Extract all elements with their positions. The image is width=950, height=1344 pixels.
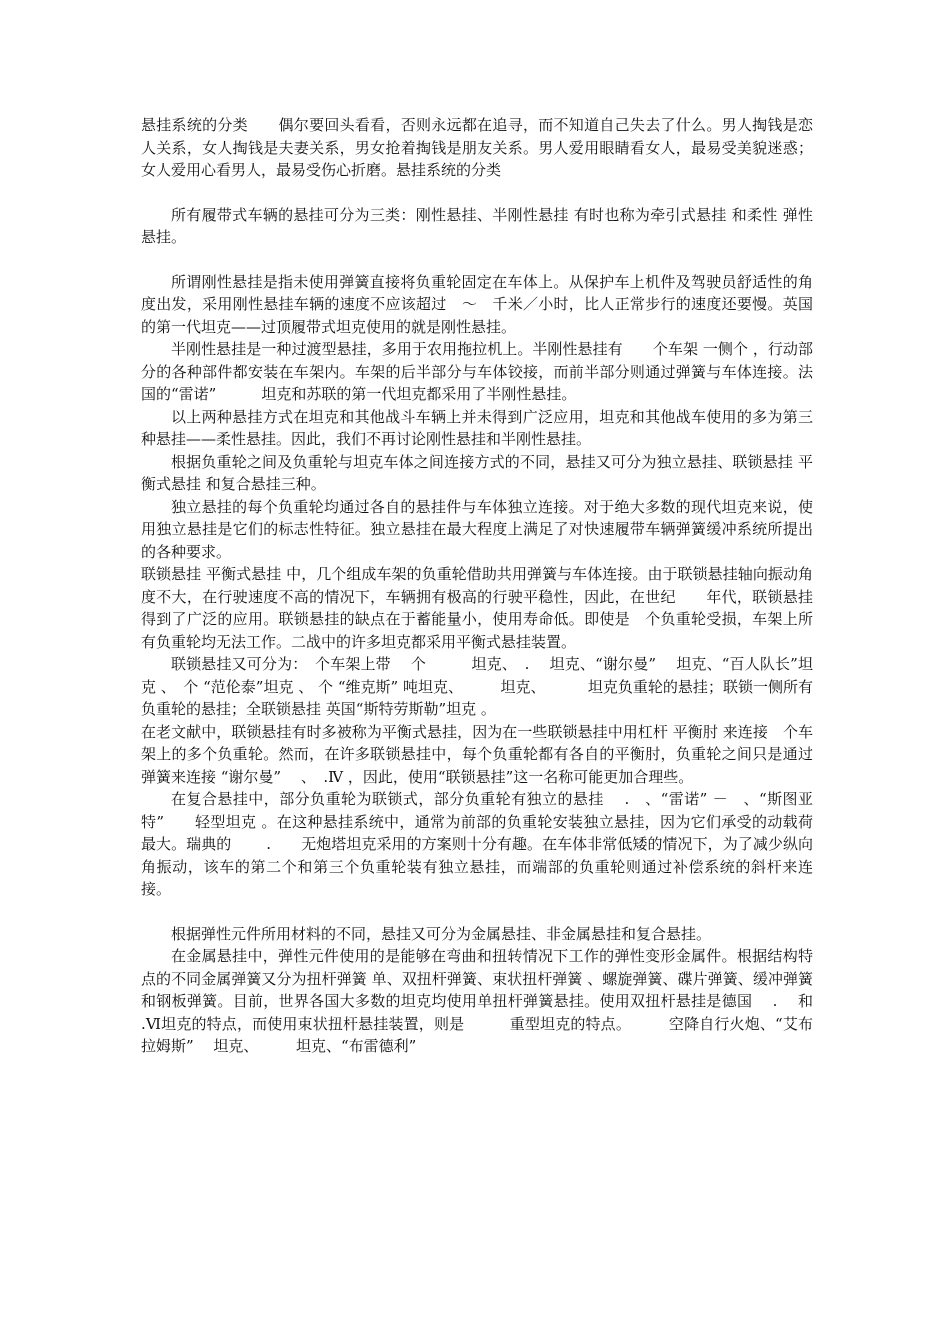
connection-types-paragraph: 根据负重轮之间及负重轮与坦克车体之间连接方式的不同，悬挂又可分为独立悬挂、联锁悬挂 平衡式悬挂 和复合悬挂三种。 xyxy=(141,452,813,493)
intro-paragraph: 悬挂系统的分类 偶尔要回头看看，否则永远都在追寻，而不知道自己失去了什么。男人掏钱是恋人关系，女人掏钱是夫妻关系，男女抢着掏钱是朋友关系。男人爱用眼睛看女人，最易受美貌迷惑；女人爱用心看男人，最易受伤心折磨。悬挂系统的分类 xyxy=(141,116,813,179)
balance-suspension-paragraph: 在老文献中，联锁悬挂有时多被称为平衡式悬挂，因为在一些联锁悬挂中用杠杆 平衡肘 来连接 个车架上的多个负重轮。然而，在许多联锁悬挂中，每个负重轮都有各自的平衡肘，负重轮之间只是通过弹簧来连接 “谢尔曼” 、 .Ⅳ ，因此，使用“联锁悬挂”这一名称可能更加合理些。 xyxy=(141,722,813,786)
interlocked-subtypes-paragraph: 联锁悬挂又可分为： 个车架上带 个 坦克、 . 坦克、“谢尔曼” 坦克、“百人队长”坦克 、 个 “范伦泰”坦克 、 个 “维克斯” 吨坦克、 坦克、 坦克负重轮的悬挂；联锁一侧所有负重轮的悬挂；全联锁悬挂 英国“斯特劳斯勒”坦克 。 xyxy=(141,655,813,718)
independent-suspension-paragraph: 独立悬挂的每个负重轮均通过各自的悬挂件与车体独立连接。对于绝大多数的现代坦克来说，使用独立悬挂是它们的标志性特征。独立悬挂在最大程度上满足了对快速履带车辆弹簧缓冲系统所提出的各种要求。 xyxy=(141,497,813,561)
paragraph-gap xyxy=(141,249,813,271)
paragraph-gap xyxy=(141,901,813,923)
flexible-suspension-paragraph: 以上两种悬挂方式在坦克和其他战斗车辆上并未得到广泛应用，坦克和其他战车使用的多为第三种悬挂——柔性悬挂。因此，我们不再讨论刚性悬挂和半刚性悬挂。 xyxy=(141,407,813,448)
paragraph-gap xyxy=(141,182,813,204)
semi-rigid-suspension-paragraph: 半刚性悬挂是一种过渡型悬挂，多用于农用拖拉机上。半刚性悬挂有 个车架 一侧个 ，行动部分的各种部件都安装在车架内。车架的后半部分与车体铰接，而前半部分则通过弹簧与车体连接。法国的“雷诺” 坦克和苏联的第一代坦克都采用了半刚性悬挂。 xyxy=(141,340,813,403)
metal-suspension-paragraph: 在金属悬挂中，弹性元件使用的是能够在弯曲和扭转情况下工作的弹性变形金属件。根据结构特点的不同金属弹簧又分为扭杆弹簧 单、双扭杆弹簧、束状扭杆弹簧 、螺旋弹簧、碟片弹簧、缓冲弹簧和钢板弹簧。目前，世界各国大多数的坦克均使用单扭杆弹簧悬挂。使用双扭杆悬挂是德国 . 和 .Ⅵ坦克的特点，而使用束状扭杆悬挂装置，则是 重型坦克的特点。 空降自行火炮、“艾布拉姆斯” 坦克、 坦克、“布雷德利” xyxy=(141,947,833,1055)
composite-suspension-paragraph: 在复合悬挂中，部分负重轮为联锁式，部分负重轮有独立的悬挂 . 、“雷诺” － 、“斯图亚特” 轻型坦克 。在这种悬挂系统中，通常为前部的负重轮安装独立悬挂，因为它们承受的动载荷最大。瑞典的 . 无炮塔坦克采用的方案则十分有趣。在车体非常低矮的情况下，为了减少纵向角振动，该车的第二个和第三个负重轮装有独立悬挂，而端部的负重轮则通过补偿系统的斜杆来连接。 xyxy=(141,790,813,898)
interlocked-suspension-paragraph: 联锁悬挂 平衡式悬挂 中，几个组成车架的负重轮借助共用弹簧与车体连接。由于联锁悬挂轴向振动角度不大，在行驶速度不高的情况下，车辆拥有极高的行驶平稳性，因此，在世纪 年代，联锁悬挂得到了广泛的应用。联锁悬挂的缺点在于蓄能量小，使用寿命低。即使是 个负重轮受损，车架上所有负重轮均无法工作。二战中的许多坦克都采用平衡式悬挂装置。 xyxy=(141,565,813,651)
suspension-types-paragraph: 所有履带式车辆的悬挂可分为三类：刚性悬挂、半刚性悬挂 有时也称为牵引式悬挂 和柔性 弹性 悬挂。 xyxy=(141,205,813,246)
rigid-suspension-paragraph: 所谓刚性悬挂是指未使用弹簧直接将负重轮固定在车体上。从保护车上机件及驾驶员舒适性的角度出发，采用刚性悬挂车辆的速度不应该超过 ～ 千米／小时，比人正常步行的速度还要慢。英国的第一代坦克——过顶履带式坦克使用的就是刚性悬挂。 xyxy=(141,272,813,336)
document-page xyxy=(141,114,833,1058)
material-types-paragraph: 根据弹性元件所用材料的不同，悬挂又可分为金属悬挂、非金属悬挂和复合悬挂。 xyxy=(171,924,712,943)
